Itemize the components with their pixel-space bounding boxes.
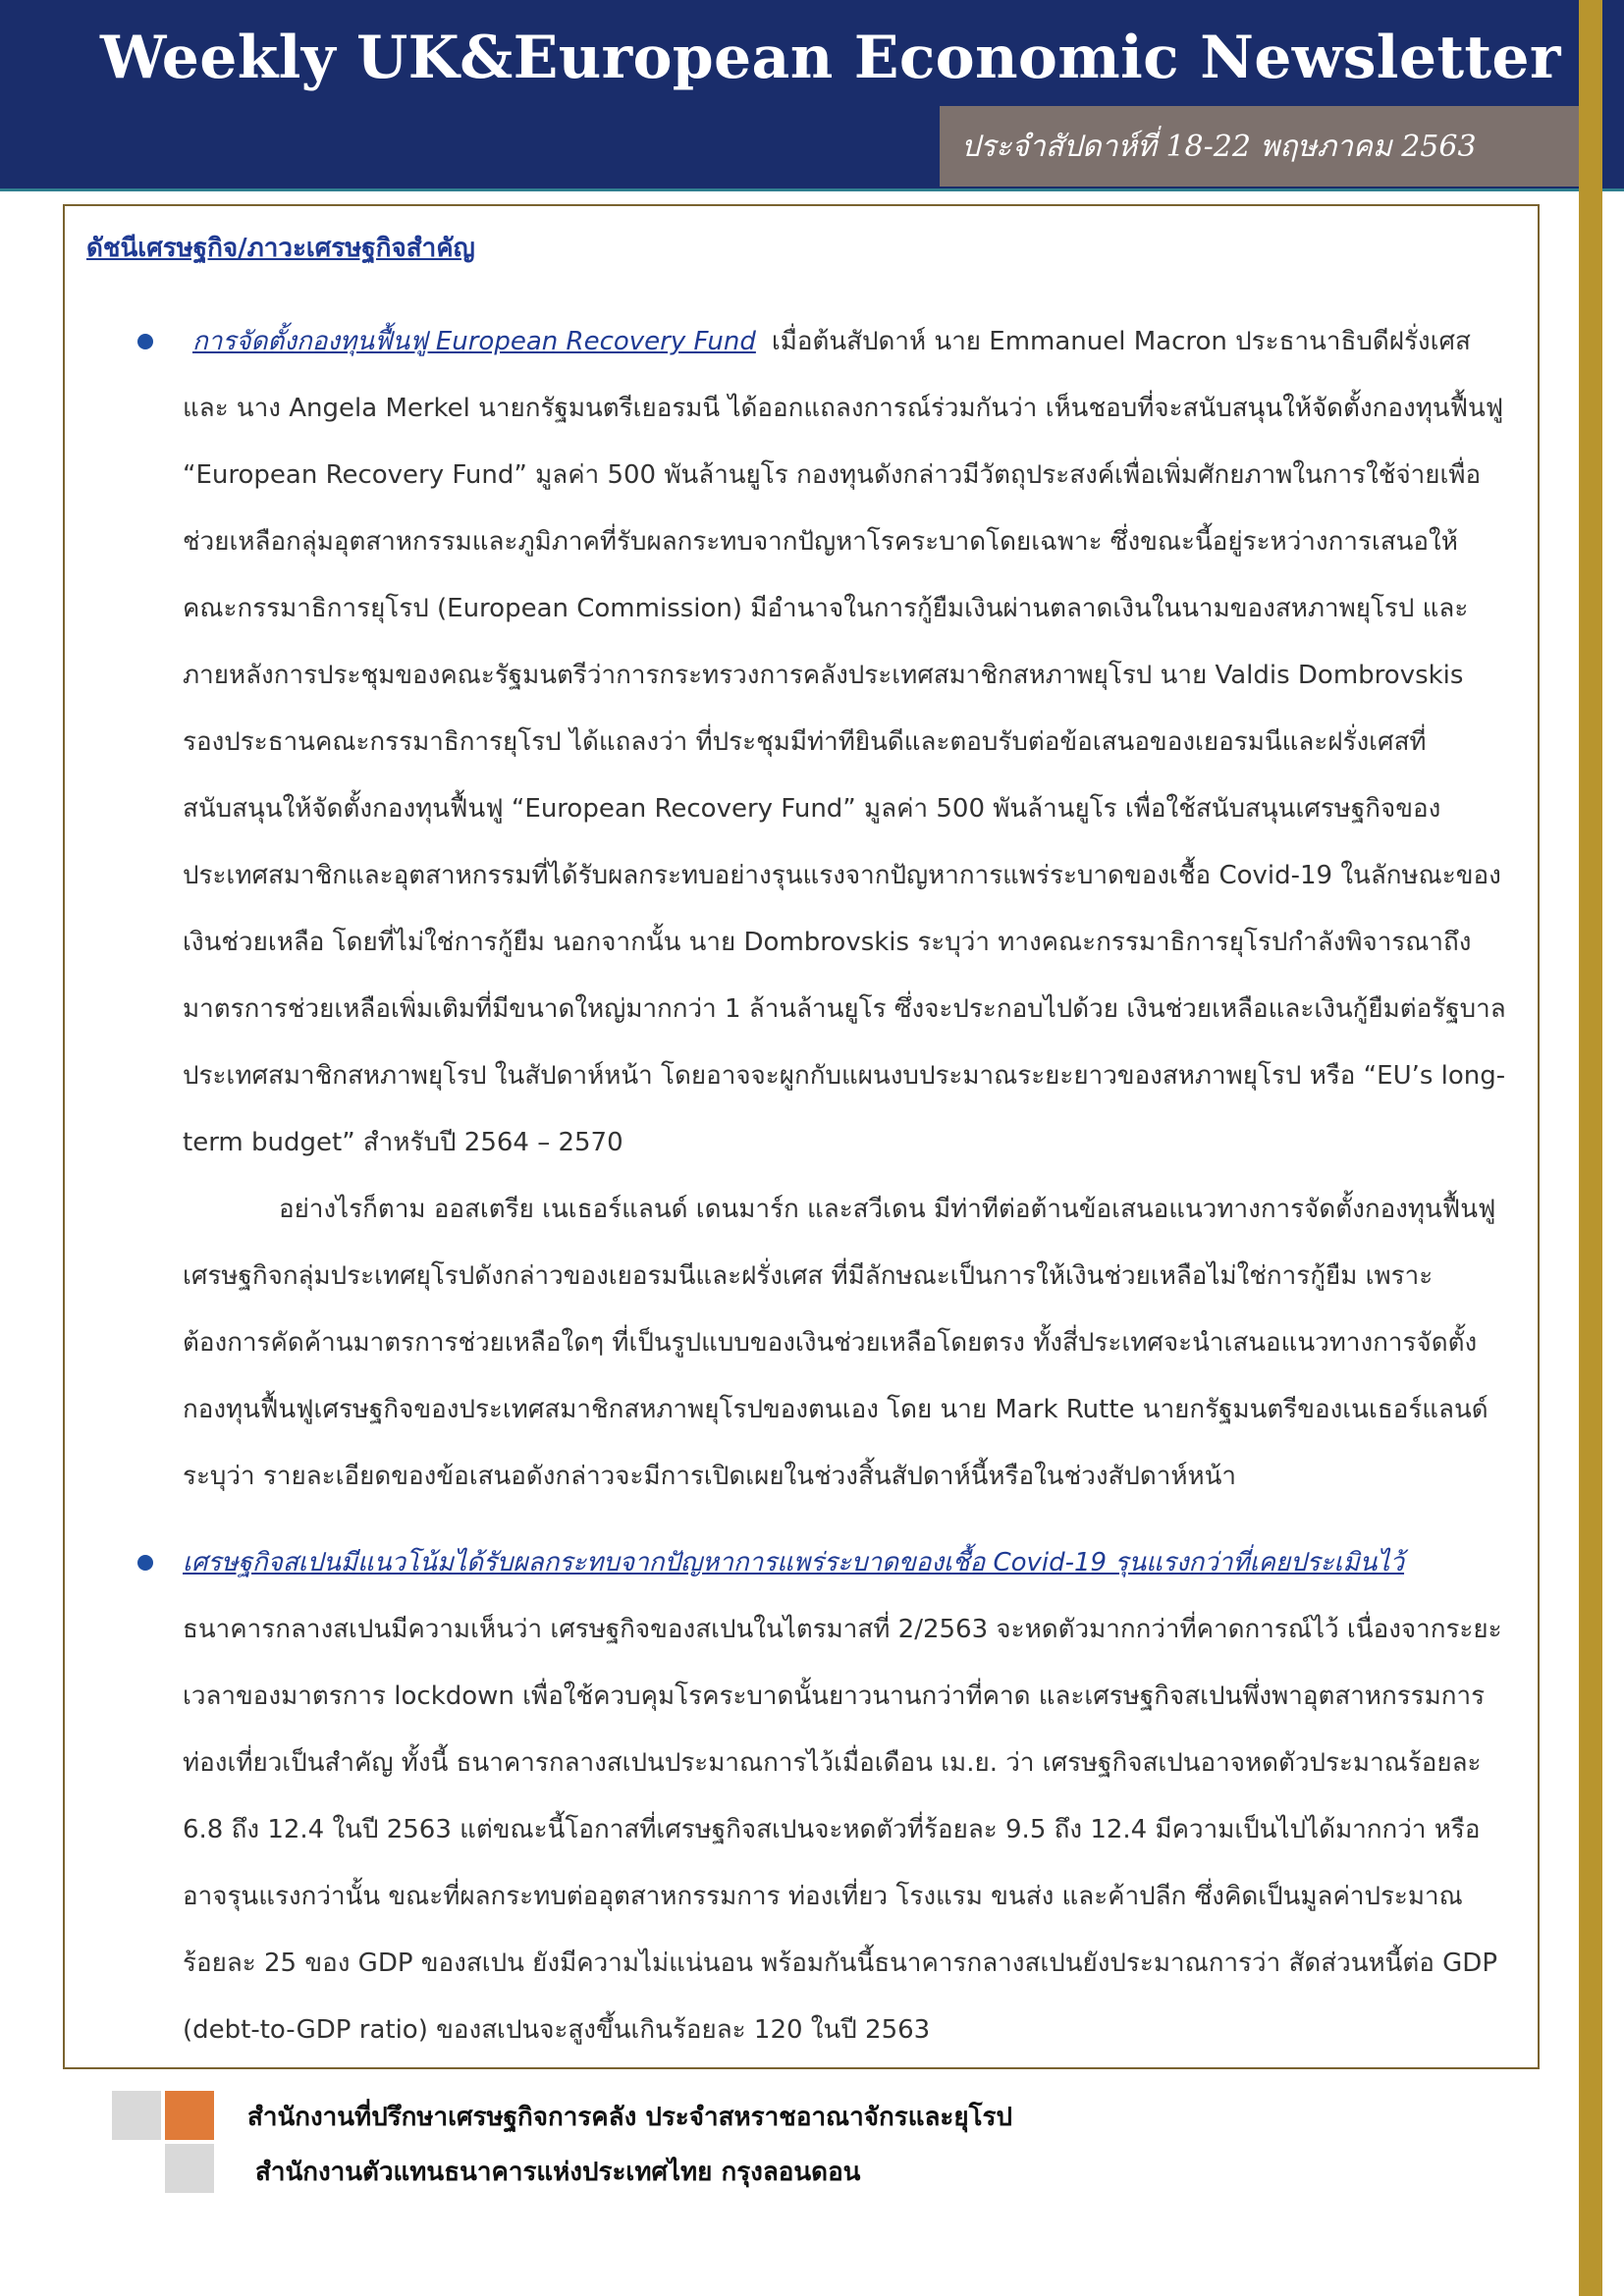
header-banner (0, 0, 1624, 191)
content-frame (63, 204, 1540, 2069)
footer-office-line-1: สำนักงานที่ปรึกษาเศรษฐกิจการคลัง ประจำสหราชอาณาจักรและยุโรป (247, 2103, 1013, 2132)
gold-side-bar (1579, 0, 1602, 2296)
footer-square-gray-2 (165, 2144, 214, 2193)
footer-square-gray-1 (112, 2091, 161, 2140)
footer-square-orange (165, 2091, 214, 2140)
article-2-headline[interactable]: เศรษฐกิจสเปนมีแนวโน้มได้รับผลกระทบจากปัญหาการแพร่ระบาดของเชื้อ Covid-19 รุนแรงกว่าที่เคยประเมินไว้ (183, 1548, 1405, 1577)
bullet-1-icon (137, 334, 153, 349)
article-1-headline[interactable]: การจัดตั้งกองทุนฟื้นฟู European Recovery Fund (192, 327, 756, 356)
section-title: ดัชนีเศรษฐกิจ/ภาวะเศรษฐกิจสำคัญ (86, 234, 475, 263)
article-1-body: เมื่อต้นสัปดาห์ นาย Emmanuel Macron ประธานาธิบดีฝรั่งเศส และ นาง Angela Merkel นายกรัฐมนตรีเยอรมนี ได้ออกแถลงการณ์ร่วมกันว่า เห็นชอบที่จะสนับสนุนให้จัดตั้งกองทุนฟื้นฟู “European Recovery Fund” มูลค่า 500 พันล้านยูโร กองทุนดังกล่าวมีวัตถุประสงค์เพื่อเพิ่มศักยภาพในการใช้จ่ายเพื่อช่วยเหลือกลุ่มอุตสาหกรรมและภูมิภาคที่รับผลกระทบจากปัญหาโรคระบาดโดยเฉพาะ ซึ่งขณะนี้อยู่ระหว่างการเสนอให้คณะกรรมาธิการยุโรป (European Commission) มีอำนาจในการกู้ยืมเงินผ่านตลาดเงินในนามของสหภาพยุโรป และภายหลังการประชุมของคณะรัฐมนตรีว่าการกระทรวงการคลังประเทศสมาชิกสหภาพยุโรป นาย Valdis Dombrovskis รองประธานคณะกรรมาธิการยุโรป ได้แถลงว่า ที่ประชุมมีท่าทียินดีและตอบรับต่อข้อเสนอของเยอรมนีและฝรั่งเศสที่สนับสนุนให้จัดตั้งกองทุนฟื้นฟู “European Recovery Fund” มูลค่า 500 พันล้านยูโร เพื่อใช้สนับสนุนเศรษฐกิจของประเทศสมาชิกและอุตสาหกรรมที่ได้รับผลกระทบอย่างรุนแรงจากปัญหาการแพร่ระบาดของเชื้อ Covid-19 ในลักษณะของเงินช่วยเหลือ โดยที่ไม่ใช่การกู้ยืม นอกจากนั้น นาย Dombrovskis ระบุว่า ทางคณะกรรมาธิการยุโรปกำลังพิจารณาถึงมาตรการช่วยเหลือเพิ่มเติมที่มีขนาดใหญ่มากกว่า 1 ล้านล้านยูโร ซึ่งจะประกอบไปด้วย เงินช่วยเหลือและเงินกู้ยืมต่อรัฐบาลประเทศสมาชิกสหภาพยุโรป ในสัปดาห์หน้า โดยอาจจะผูกกับแผนงบประมาณระยะยาวของสหภาพยุโรป หรือ “EU’s long-term budget” สำหรับปี 2564 – 2570 (183, 327, 1506, 1157)
footer-office-line-2: สำนักงานตัวแทนธนาคารแห่งประเทศไทย กรุงลอนดอน (255, 2158, 861, 2187)
article-2-body: ธนาคารกลางสเปนมีความเห็นว่า เศรษฐกิจของสเปนในไตรมาสที่ 2/2563 จะหดตัวมากกว่าที่คาดการณ์ไว้ เนื่องจากระยะเวลาของมาตรการ lockdown เพื่อใช้ควบคุมโรคระบาดนั้นยาวนานกว่าที่คาด และเศรษฐกิจสเปนพึ่งพาอุตสาหกรรมการท่องเที่ยวเป็นสำคัญ ทั้งนี้ ธนาคารกลางสเปนประมาณการไว้เมื่อเดือน เม.ย. ว่า เศรษฐกิจสเปนอาจหดตัวประมาณร้อยละ 6.8 ถึง 12.4 ในปี 2563 แต่ขณะนี้โอกาสที่เศรษฐกิจสเปนจะหดตัวที่ร้อยละ 9.5 ถึง 12.4 มีความเป็นไปได้มากกว่า หรืออาจรุนแรงกว่านั้น ขณะที่ผลกระทบต่ออุตสาหกรรมการ ท่องเที่ยว โรงแรม ขนส่ง และค้าปลีก ซึ่งคิดเป็นมูลค่าประมาณร้อยละ 25 ของ GDP ของสเปน ยังมีความไม่แน่นอน พร้อมกันนี้ธนาคารกลางสเปนยังประมาณการว่า สัดส่วนหนี้ต่อ GDP (debt-to-GDP ratio) ของสเปนจะสูงขึ้นเกินร้อยละ 120 ในปี 2563 (183, 1615, 1502, 2045)
article-1 (183, 308, 1506, 1510)
week-label: ประจำสัปดาห์ที่ 18-22 พฤษภาคม 2563 (961, 130, 1477, 164)
article-2 (183, 1529, 1506, 2063)
week-box (940, 106, 1584, 187)
bullet-2-icon (137, 1555, 153, 1571)
newsletter-title: Weekly UK&European Economic Newsletter (100, 24, 1561, 92)
article-1-body-2: อย่างไรก็ตาม ออสเตรีย เนเธอร์แลนด์ เดนมาร์ก และสวีเดน มีท่าทีต่อต้านข้อเสนอแนวทางการจัดตั้งกองทุนฟื้นฟูเศรษฐกิจกลุ่มประเทศยุโรปดังกล่าวของเยอรมนีและฝรั่งเศส ที่มีลักษณะเป็นการให้เงินช่วยเหลือไม่ใช่การกู้ยืม เพราะต้องการคัดค้านมาตรการช่วยเหลือใดๆ ที่เป็นรูปแบบของเงินช่วยเหลือโดยตรง ทั้งสี่ประเทศจะนำเสนอแนวทางการจัดตั้งกองทุนฟื้นฟูเศรษฐกิจของประเทศสมาชิกสหภาพยุโรปของตนเอง โดย นาย Mark Rutte นายกรัฐมนตรีของเนเธอร์แลนด์ ระบุว่า รายละเอียดของข้อเสนอดังกล่าวจะมีการเปิดเผยในช่วงสิ้นสัปดาห์นี้หรือในช่วงสัปดาห์หน้า (183, 1195, 1496, 1491)
